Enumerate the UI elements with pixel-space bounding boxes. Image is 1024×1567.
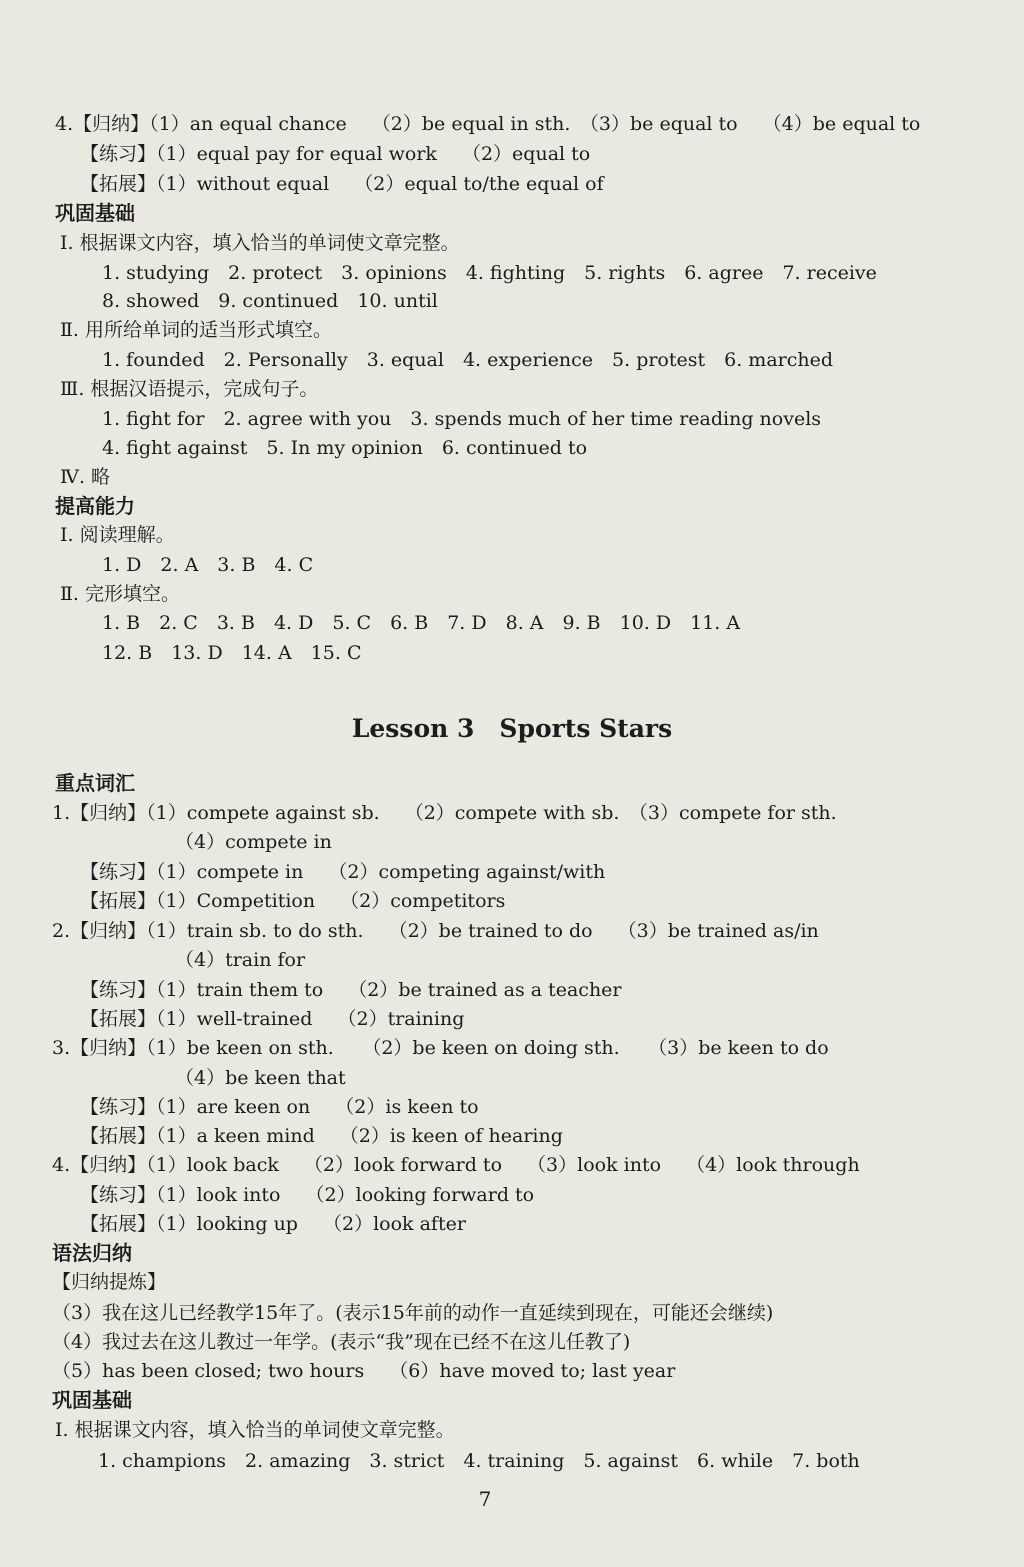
item-number: 4.: [55, 113, 74, 135]
grammar-sub: 【归纳提炼】: [52, 1271, 167, 1293]
section-heading-gonggu-2: 巩固基础: [52, 1388, 132, 1412]
section-heading-vocab: 重点词汇: [55, 771, 135, 795]
vocab-item1-tuozhan: 【拓展】（1）Competition （2）competitors: [80, 890, 506, 912]
prev-item4-lianxi: 【练习】（1）equal pay for equal work （2）equal to: [80, 143, 591, 165]
vocab-item2-tuozhan: 【拓展】（1）well-trained （2）training: [80, 1008, 465, 1030]
gonggu-s2-line1: 1. founded 2. Personally 3. equal 4. experience 5. protest 6. marched: [102, 349, 834, 371]
prev-item4-guina: [55, 112, 920, 136]
grammar-line3: （3）我在这儿已经教学15年了。(表示15年前的动作一直延续到现在，可能还会继续): [52, 1302, 774, 1324]
vocab-item2-guina: 2.【归纳】（1）train sb. to do sth. （2）be trained to do （3）be trained as/in: [52, 920, 819, 942]
vocab-item1-lianxi: 【练习】（1）compete in （2）competing against/with: [80, 861, 606, 883]
vocab-item2-guina-cont: （4）train for: [175, 949, 306, 971]
gonggu-s1-line2: 8. showed 9. continued 10. until: [102, 290, 438, 312]
grammar-line5: （5）has been closed; two hours （6）have moved to; last year: [52, 1360, 676, 1382]
gonggu-s1-line1: 1. studying 2. protect 3. opinions 4. fighting 5. rights 6. agree 7. receive: [102, 262, 877, 284]
tigao-s1-line1: 1. D 2. A 3. B 4. C: [102, 554, 314, 576]
gonggu2-label: Ⅰ. 根据课文内容，填入恰当的单词使文章完整。: [55, 1419, 455, 1441]
tigao-s1-label: Ⅰ. 阅读理解。: [60, 524, 175, 546]
vocab-item4-lianxi: 【练习】（1）look into （2）looking forward to: [80, 1184, 535, 1206]
vocab-item3-lianxi: 【练习】（1）are keen on （2）is keen to: [80, 1096, 479, 1118]
gonggu-s1-label: Ⅰ. 根据课文内容，填入恰当的单词使文章完整。: [60, 232, 460, 254]
section-heading-gonggu: 巩固基础: [55, 201, 135, 225]
gonggu-s4-label: Ⅳ. 略: [60, 466, 111, 488]
guina-line: 【归纳】（1）an equal chance （2）be equal in sth. （3）be equal to （4）be equal to: [73, 113, 921, 135]
section-heading-tigao: 提高能力: [55, 494, 135, 518]
grammar-line4: （4）我过去在这儿教过一年学。(表示“我”现在已经不在这儿任教了): [52, 1331, 631, 1353]
vocab-item3-guina: 3.【归纳】（1）be keen on sth. （2）be keen on doing sth. （3）be keen to do: [52, 1037, 829, 1059]
gonggu-s3-line1: 1. fight for 2. agree with you 3. spends much of her time reading novels: [102, 408, 822, 430]
gonggu-s2-label: Ⅱ. 用所给单词的适当形式填空。: [60, 319, 332, 341]
vocab-item1-guina-cont: （4）compete in: [175, 831, 332, 853]
vocab-item4-tuozhan: 【拓展】（1）looking up （2）look after: [80, 1213, 466, 1235]
tigao-s2-line2: 12. B 13. D 14. A 15. C: [102, 642, 362, 664]
tigao-s2-line1: 1. B 2. C 3. B 4. D 5. C 6. B 7. D 8. A 9. B 10. D 11. A: [102, 612, 741, 634]
gonggu-s3-label: Ⅲ. 根据汉语提示，完成句子。: [60, 378, 319, 400]
vocab-item3-guina-cont: （4）be keen that: [175, 1067, 346, 1089]
vocab-item2-lianxi: 【练习】（1）train them to （2）be trained as a teacher: [80, 979, 622, 1001]
vocab-item3-tuozhan: 【拓展】（1）a keen mind （2）is keen of hearing: [80, 1125, 563, 1147]
gonggu-s3-line2: 4. fight against 5. In my opinion 6. continued to: [102, 437, 588, 459]
page-number: 7: [478, 1487, 492, 1511]
prev-item4-tuozhan: 【拓展】（1）without equal （2）equal to/the equal of: [80, 173, 604, 195]
tigao-s2-label: Ⅱ. 完形填空。: [60, 583, 180, 605]
section-heading-grammar: 语法归纳: [52, 1241, 132, 1265]
vocab-item4-guina: 4.【归纳】（1）look back （2）look forward to （3）look into （4）look through: [52, 1154, 860, 1176]
vocab-item1-guina: 1.【归纳】（1）compete against sb. （2）compete with sb. （3）compete for sth.: [52, 802, 837, 824]
lesson-title: Lesson 3 Sports Stars: [351, 714, 673, 743]
gonggu2-line1: 1. champions 2. amazing 3. strict 4. training 5. against 6. while 7. both: [98, 1450, 860, 1472]
